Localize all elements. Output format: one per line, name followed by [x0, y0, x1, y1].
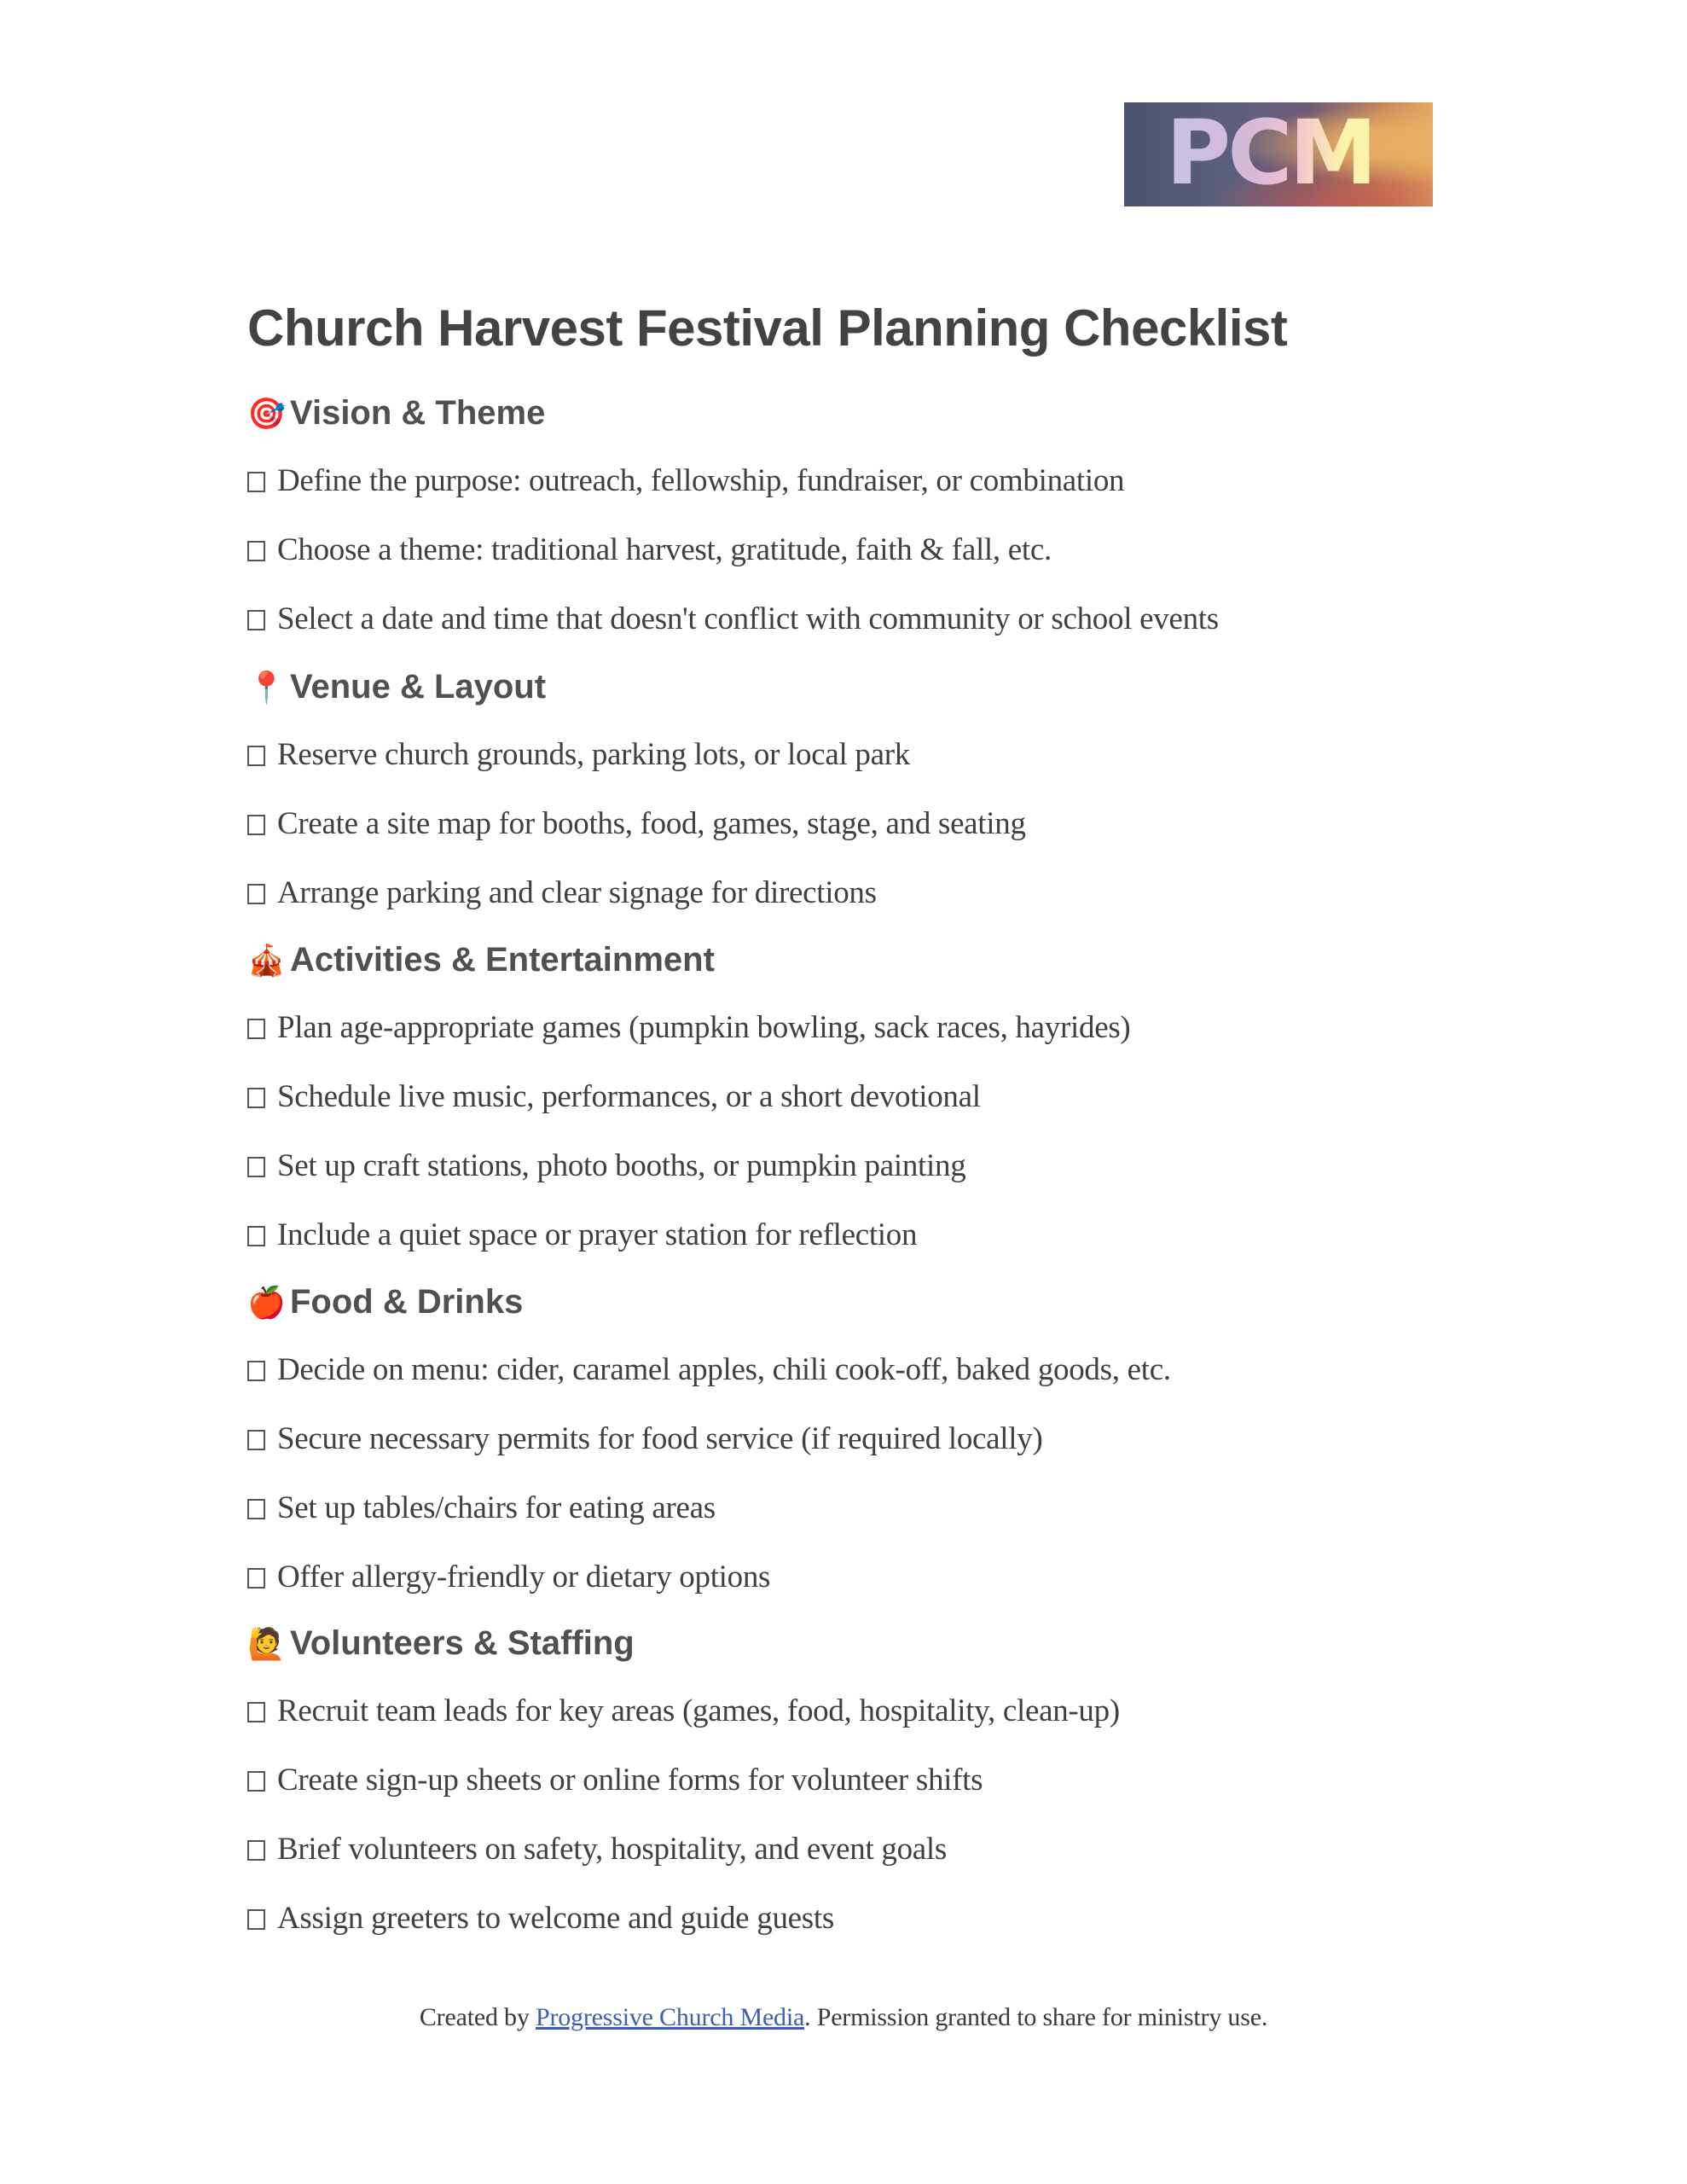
- item-label: Reserve church grounds, parking lots, or local park: [277, 737, 910, 772]
- circus-tent-icon: 🎪: [247, 943, 286, 979]
- checklist-item[interactable]: [247, 1762, 983, 1798]
- checkbox[interactable]: [247, 1840, 265, 1861]
- item-label: Set up tables/chairs for eating areas: [277, 1490, 716, 1525]
- pcm-logo: [1124, 102, 1433, 206]
- item-label: Recruit team leads for key areas (games, food, hospitality, clean-up): [277, 1693, 1120, 1728]
- page-title: Church Harvest Festival Planning Checklist: [247, 299, 1288, 357]
- checkbox[interactable]: [247, 1702, 265, 1722]
- checklist-item[interactable]: [247, 1420, 1042, 1457]
- section-title: Venue & Layout: [290, 668, 547, 706]
- progressive-church-media-link[interactable]: Progressive Church Media: [535, 2003, 805, 2031]
- checklist-item[interactable]: [247, 1900, 834, 1937]
- footer-prefix: Created by: [419, 2003, 536, 2031]
- checkbox[interactable]: [247, 1088, 265, 1108]
- item-label: Arrange parking and clear signage for directions: [277, 875, 877, 910]
- item-label: Decide on menu: cider, caramel apples, chili cook-off, baked goods, etc.: [277, 1352, 1171, 1387]
- checkbox[interactable]: [247, 610, 265, 630]
- section-heading-vision: [247, 394, 545, 433]
- checkbox[interactable]: [247, 884, 265, 904]
- checkbox[interactable]: [247, 1771, 265, 1792]
- footer-credit: [0, 2003, 1687, 2032]
- checklist-item[interactable]: [247, 1351, 1171, 1388]
- checklist-item[interactable]: [247, 1490, 716, 1526]
- raising-hand-icon: 🙋: [247, 1626, 286, 1662]
- checkbox[interactable]: [247, 746, 265, 766]
- checkbox[interactable]: [247, 1157, 265, 1177]
- checklist-item[interactable]: [247, 736, 910, 773]
- section-title: Activities & Entertainment: [290, 941, 715, 979]
- item-label: Define the purpose: outreach, fellowship, fundraiser, or combination: [277, 463, 1125, 498]
- item-label: Secure necessary permits for food service (if required locally): [277, 1421, 1043, 1456]
- checklist-item[interactable]: [247, 1559, 770, 1595]
- checklist-item[interactable]: [247, 601, 1219, 637]
- checkbox[interactable]: [247, 1568, 265, 1589]
- checkbox[interactable]: [247, 1909, 265, 1930]
- item-label: Choose a theme: traditional harvest, gratitude, faith & fall, etc.: [277, 532, 1052, 567]
- checklist-item[interactable]: [247, 1147, 965, 1184]
- section-heading-food: [247, 1283, 523, 1321]
- footer-suffix: . Permission granted to share for ministry use.: [804, 2003, 1268, 2031]
- checklist-item[interactable]: [247, 1078, 981, 1115]
- section-title: Volunteers & Staffing: [290, 1624, 635, 1662]
- target-icon: 🎯: [247, 396, 286, 432]
- section-heading-venue: [247, 668, 546, 706]
- item-label: Offer allergy-friendly or dietary options: [277, 1560, 771, 1594]
- checklist-item[interactable]: [247, 805, 1026, 842]
- item-label: Set up craft stations, photo booths, or pumpkin painting: [277, 1148, 966, 1183]
- checklist-item[interactable]: [247, 1831, 947, 1867]
- checkbox[interactable]: [247, 1226, 265, 1246]
- checklist-item[interactable]: [247, 462, 1124, 499]
- item-label: Schedule live music, performances, or a short devotional: [277, 1079, 981, 1114]
- apple-icon: 🍎: [247, 1285, 286, 1321]
- item-label: Include a quiet space or prayer station for reflection: [277, 1217, 918, 1252]
- checkbox[interactable]: [247, 1499, 265, 1519]
- logo-text: PCM: [1165, 101, 1375, 205]
- checkbox[interactable]: [247, 1361, 265, 1381]
- item-label: Plan age-appropriate games (pumpkin bowling, sack races, hayrides): [277, 1010, 1131, 1045]
- checkbox[interactable]: [247, 1019, 265, 1039]
- checklist-item[interactable]: [247, 874, 877, 911]
- checklist-item[interactable]: [247, 1693, 1120, 1729]
- checkbox[interactable]: [247, 815, 265, 835]
- section-heading-volunteers: [247, 1624, 635, 1663]
- checkbox[interactable]: [247, 1430, 265, 1450]
- checklist-item[interactable]: [247, 1217, 917, 1253]
- item-label: Assign greeters to welcome and guide guests: [277, 1901, 834, 1936]
- section-title: Vision & Theme: [290, 394, 546, 432]
- section-heading-activities: [247, 941, 715, 979]
- checkbox[interactable]: [247, 472, 265, 492]
- item-label: Brief volunteers on safety, hospitality, and event goals: [277, 1832, 948, 1867]
- checklist-item[interactable]: [247, 531, 1052, 568]
- checklist-item[interactable]: [247, 1009, 1130, 1046]
- item-label: Create sign-up sheets or online forms for volunteer shifts: [277, 1763, 983, 1798]
- section-title: Food & Drinks: [290, 1283, 524, 1321]
- checkbox[interactable]: [247, 541, 265, 561]
- item-label: Create a site map for booths, food, games, stage, and seating: [277, 806, 1026, 841]
- pushpin-icon: 📍: [247, 670, 286, 706]
- item-label: Select a date and time that doesn't conflict with community or school events: [277, 601, 1219, 636]
